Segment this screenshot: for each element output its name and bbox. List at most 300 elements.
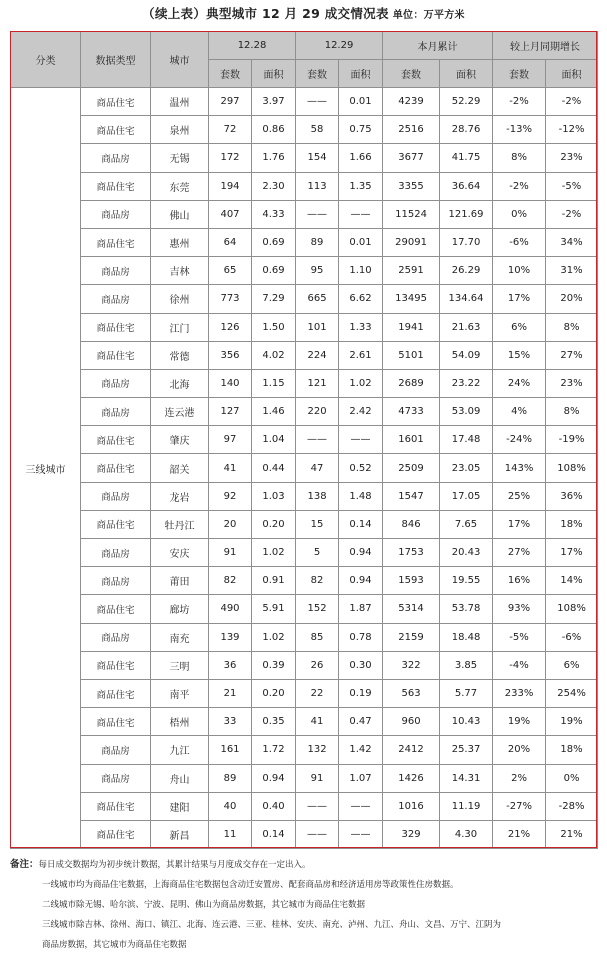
row-city: 舟山	[151, 764, 209, 792]
table-row	[11, 623, 598, 651]
row-city: 龙岩	[151, 482, 209, 510]
sets-1229: 15	[296, 510, 339, 538]
row-data-type: 商品住宅	[81, 228, 151, 256]
row-data-type: 商品住宅	[81, 708, 151, 736]
sets-1228: 356	[209, 341, 252, 369]
growth-area: 6%	[546, 651, 598, 679]
growth-sets: -4%	[493, 651, 546, 679]
area-1228: 7.29	[252, 285, 296, 313]
note-line: 二线城市除无锡、哈尔滨、宁波、昆明、佛山为商品房数据，其它城市为商品住宅数据	[42, 900, 366, 910]
table-row	[11, 228, 598, 256]
growth-sets: -2%	[493, 172, 546, 200]
row-data-type: 商品住宅	[81, 595, 151, 623]
table-row	[11, 510, 598, 538]
sets-1229: 41	[296, 708, 339, 736]
sets-1228: 407	[209, 200, 252, 228]
area-1228: 0.94	[252, 764, 296, 792]
sets-1229: ——	[296, 426, 339, 454]
sets-1228: 21	[209, 679, 252, 707]
growth-area: 18%	[546, 736, 598, 764]
subheader-sets: 套数	[493, 60, 546, 88]
growth-area: 8%	[546, 398, 598, 426]
area-1228: 3.97	[252, 88, 296, 116]
row-city: 南充	[151, 623, 209, 651]
area-month: 41.75	[440, 144, 493, 172]
row-city: 惠州	[151, 228, 209, 256]
table-row	[11, 172, 598, 200]
row-data-type: 商品住宅	[81, 313, 151, 341]
row-data-type: 商品房	[81, 623, 151, 651]
subheader-area: 面积	[252, 60, 296, 88]
growth-sets: 15%	[493, 341, 546, 369]
sets-1229: 138	[296, 482, 339, 510]
sets-month: 1593	[383, 567, 440, 595]
row-city: 北海	[151, 369, 209, 397]
area-1229: 0.01	[339, 88, 383, 116]
growth-sets: 17%	[493, 510, 546, 538]
sets-1229: 152	[296, 595, 339, 623]
sets-month: 1016	[383, 792, 440, 820]
sets-month: 1601	[383, 426, 440, 454]
table-row	[11, 679, 598, 707]
growth-sets: 17%	[493, 285, 546, 313]
sets-month: 1547	[383, 482, 440, 510]
sets-month: 563	[383, 679, 440, 707]
area-1229: 0.19	[339, 679, 383, 707]
area-month: 121.69	[440, 200, 493, 228]
sets-1228: 91	[209, 539, 252, 567]
table-row	[11, 539, 598, 567]
sets-1228: 72	[209, 116, 252, 144]
row-data-type: 商品住宅	[81, 651, 151, 679]
area-1229: 0.94	[339, 539, 383, 567]
table-row	[11, 708, 598, 736]
area-1229: ——	[339, 792, 383, 820]
row-city: 温州	[151, 88, 209, 116]
area-1228: 1.72	[252, 736, 296, 764]
growth-area: -5%	[546, 172, 598, 200]
sets-1229: 5	[296, 539, 339, 567]
growth-area: 108%	[546, 595, 598, 623]
growth-sets: -2%	[493, 88, 546, 116]
sets-1228: 33	[209, 708, 252, 736]
growth-area: 34%	[546, 228, 598, 256]
notes-label: 备注：	[10, 859, 39, 870]
table-row	[11, 567, 598, 595]
area-1229: 0.94	[339, 567, 383, 595]
area-1228: 4.33	[252, 200, 296, 228]
growth-area: -28%	[546, 792, 598, 820]
sets-month: 4239	[383, 88, 440, 116]
table-row	[11, 595, 598, 623]
area-1228: 0.35	[252, 708, 296, 736]
growth-sets: 21%	[493, 820, 546, 848]
subheader-area: 面积	[440, 60, 493, 88]
growth-area: -6%	[546, 623, 598, 651]
area-month: 23.22	[440, 369, 493, 397]
table-row	[11, 257, 598, 285]
table-row	[11, 341, 598, 369]
sets-1228: 161	[209, 736, 252, 764]
area-1228: 0.20	[252, 679, 296, 707]
table-row	[11, 116, 598, 144]
row-city: 南平	[151, 679, 209, 707]
row-city: 肇庆	[151, 426, 209, 454]
growth-sets: 20%	[493, 736, 546, 764]
area-1229: 1.10	[339, 257, 383, 285]
area-1229: 2.42	[339, 398, 383, 426]
sets-month: 2412	[383, 736, 440, 764]
sets-1228: 40	[209, 792, 252, 820]
area-1229: ——	[339, 200, 383, 228]
area-1229: 0.52	[339, 454, 383, 482]
growth-sets: 16%	[493, 567, 546, 595]
sets-month: 2516	[383, 116, 440, 144]
area-1229: 0.78	[339, 623, 383, 651]
row-city: 九江	[151, 736, 209, 764]
growth-sets: 93%	[493, 595, 546, 623]
area-1229: ——	[339, 820, 383, 848]
subheader-area: 面积	[339, 60, 383, 88]
sets-1229: 85	[296, 623, 339, 651]
sets-month: 13495	[383, 285, 440, 313]
area-1229: 2.61	[339, 341, 383, 369]
growth-sets: 27%	[493, 539, 546, 567]
header-group-1228: 12.28	[209, 32, 296, 60]
sets-1228: 194	[209, 172, 252, 200]
growth-area: 254%	[546, 679, 598, 707]
row-city: 牡丹江	[151, 510, 209, 538]
row-city: 徐州	[151, 285, 209, 313]
area-1229: 0.01	[339, 228, 383, 256]
row-data-type: 商品房	[81, 567, 151, 595]
row-data-type: 商品住宅	[81, 679, 151, 707]
sets-month: 1426	[383, 764, 440, 792]
area-1228: 0.86	[252, 116, 296, 144]
sets-month: 3355	[383, 172, 440, 200]
area-month: 19.55	[440, 567, 493, 595]
row-data-type: 商品住宅	[81, 88, 151, 116]
sets-month: 1941	[383, 313, 440, 341]
subheader-sets: 套数	[209, 60, 252, 88]
sets-1228: 11	[209, 820, 252, 848]
sets-1229: 91	[296, 764, 339, 792]
table-row	[11, 764, 598, 792]
row-category: 三线城市	[11, 88, 81, 849]
area-1228: 0.69	[252, 228, 296, 256]
area-1229: 0.14	[339, 510, 383, 538]
sets-1228: 41	[209, 454, 252, 482]
row-data-type: 商品房	[81, 764, 151, 792]
table-body	[11, 88, 598, 849]
sets-month: 846	[383, 510, 440, 538]
area-month: 17.05	[440, 482, 493, 510]
row-data-type: 商品房	[81, 144, 151, 172]
area-1228: 0.91	[252, 567, 296, 595]
area-1228: 0.69	[252, 257, 296, 285]
area-1228: 1.02	[252, 539, 296, 567]
area-month: 3.85	[440, 651, 493, 679]
area-month: 52.29	[440, 88, 493, 116]
area-month: 53.78	[440, 595, 493, 623]
sets-1229: 47	[296, 454, 339, 482]
area-month: 14.31	[440, 764, 493, 792]
area-1229: 1.35	[339, 172, 383, 200]
row-city: 连云港	[151, 398, 209, 426]
sets-1229: 113	[296, 172, 339, 200]
sets-month: 5314	[383, 595, 440, 623]
header-category: 分类	[11, 32, 81, 88]
area-1228: 1.76	[252, 144, 296, 172]
growth-area: 23%	[546, 369, 598, 397]
table-row	[11, 482, 598, 510]
note-line	[10, 855, 600, 875]
sets-1229: 220	[296, 398, 339, 426]
row-data-type: 商品房	[81, 539, 151, 567]
note-text: 每日成交数据均为初步统计数据，其累计结果与月度成交存在一定出入。	[38, 860, 311, 870]
area-1228: 0.40	[252, 792, 296, 820]
growth-sets: 25%	[493, 482, 546, 510]
note-line: 商品房数据，其它城市为商品住宅数据	[42, 940, 187, 950]
sets-1228: 139	[209, 623, 252, 651]
sets-1229: 121	[296, 369, 339, 397]
area-1229: 0.75	[339, 116, 383, 144]
sets-1228: 140	[209, 369, 252, 397]
growth-sets: -6%	[493, 228, 546, 256]
row-data-type: 商品房	[81, 200, 151, 228]
table-row	[11, 820, 598, 848]
row-data-type: 商品住宅	[81, 510, 151, 538]
growth-area: 36%	[546, 482, 598, 510]
row-city: 廊坊	[151, 595, 209, 623]
growth-sets: -27%	[493, 792, 546, 820]
table-row	[11, 454, 598, 482]
header-city: 城市	[151, 32, 209, 88]
area-1228: 1.03	[252, 482, 296, 510]
note-line: 三线城市除吉林、徐州、海口、镇江、北海、连云港、三亚、桂林、安庆、南充、泸州、九江、舟山、文昌、万宁、江阴为	[42, 920, 502, 930]
row-data-type: 商品住宅	[81, 341, 151, 369]
sets-1228: 82	[209, 567, 252, 595]
growth-sets: 143%	[493, 454, 546, 482]
area-1228: 4.02	[252, 341, 296, 369]
area-1229: 6.62	[339, 285, 383, 313]
sets-1228: 172	[209, 144, 252, 172]
area-month: 26.29	[440, 257, 493, 285]
note-line: 一线城市均为商品住宅数据，上海商品住宅数据包含动迁安置房、配套商品房和经济适用房等政策性住房数据。	[42, 880, 459, 890]
growth-sets: 8%	[493, 144, 546, 172]
area-1229: 0.47	[339, 708, 383, 736]
area-1228: 1.50	[252, 313, 296, 341]
growth-sets: 233%	[493, 679, 546, 707]
growth-area: 14%	[546, 567, 598, 595]
area-1228: 2.30	[252, 172, 296, 200]
growth-area: -19%	[546, 426, 598, 454]
growth-area: 17%	[546, 539, 598, 567]
area-month: 20.43	[440, 539, 493, 567]
row-data-type: 商品房	[81, 398, 151, 426]
title-text: （续上表）典型城市 12 月 29 成交情况表	[142, 6, 389, 21]
area-month: 7.65	[440, 510, 493, 538]
growth-sets: 0%	[493, 200, 546, 228]
row-data-type: 商品房	[81, 482, 151, 510]
sets-month: 960	[383, 708, 440, 736]
growth-sets: 19%	[493, 708, 546, 736]
growth-sets: 10%	[493, 257, 546, 285]
row-data-type: 商品房	[81, 285, 151, 313]
row-city: 安庆	[151, 539, 209, 567]
sets-1229: ——	[296, 820, 339, 848]
sets-month: 2509	[383, 454, 440, 482]
sets-1228: 89	[209, 764, 252, 792]
sets-1229: 26	[296, 651, 339, 679]
sets-1229: 95	[296, 257, 339, 285]
sets-1229: 665	[296, 285, 339, 313]
area-month: 17.48	[440, 426, 493, 454]
notes-section	[10, 855, 600, 955]
sets-1228: 20	[209, 510, 252, 538]
area-month: 54.09	[440, 341, 493, 369]
row-data-type: 商品住宅	[81, 454, 151, 482]
sets-1228: 97	[209, 426, 252, 454]
area-month: 11.19	[440, 792, 493, 820]
sets-1229: 22	[296, 679, 339, 707]
sets-1228: 126	[209, 313, 252, 341]
transactions-table	[10, 31, 598, 849]
header-group-mom-growth: 较上月同期增长	[493, 32, 598, 60]
row-city: 无锡	[151, 144, 209, 172]
sets-1228: 65	[209, 257, 252, 285]
unit-label: 单位：万平方米	[392, 10, 465, 21]
sets-month: 11524	[383, 200, 440, 228]
sets-1229: ——	[296, 792, 339, 820]
area-1228: 1.02	[252, 623, 296, 651]
table-row	[11, 144, 598, 172]
row-city: 泉州	[151, 116, 209, 144]
sets-1229: 132	[296, 736, 339, 764]
growth-area: 31%	[546, 257, 598, 285]
header-data-type: 数据类型	[81, 32, 151, 88]
row-city: 江门	[151, 313, 209, 341]
sets-month: 2689	[383, 369, 440, 397]
row-city: 东莞	[151, 172, 209, 200]
growth-area: 21%	[546, 820, 598, 848]
sets-month: 1753	[383, 539, 440, 567]
growth-sets: 6%	[493, 313, 546, 341]
sets-month: 329	[383, 820, 440, 848]
area-1228: 1.15	[252, 369, 296, 397]
header-group-1229: 12.29	[296, 32, 383, 60]
growth-sets: -13%	[493, 116, 546, 144]
area-month: 53.09	[440, 398, 493, 426]
sets-1229: 101	[296, 313, 339, 341]
area-month: 10.43	[440, 708, 493, 736]
area-1228: 0.20	[252, 510, 296, 538]
growth-area: -12%	[546, 116, 598, 144]
sets-1228: 127	[209, 398, 252, 426]
report-title	[0, 4, 607, 22]
row-city: 三明	[151, 651, 209, 679]
area-month: 36.64	[440, 172, 493, 200]
area-1228: 0.14	[252, 820, 296, 848]
growth-sets: -24%	[493, 426, 546, 454]
area-month: 4.30	[440, 820, 493, 848]
row-data-type: 商品房	[81, 257, 151, 285]
sets-month: 2591	[383, 257, 440, 285]
table-row	[11, 398, 598, 426]
sets-1229: 89	[296, 228, 339, 256]
area-month: 134.64	[440, 285, 493, 313]
row-data-type: 商品房	[81, 369, 151, 397]
growth-area: 0%	[546, 764, 598, 792]
area-1229: 1.48	[339, 482, 383, 510]
growth-sets: 2%	[493, 764, 546, 792]
sets-month: 5101	[383, 341, 440, 369]
sets-month: 3677	[383, 144, 440, 172]
area-1229: 0.30	[339, 651, 383, 679]
row-city: 梧州	[151, 708, 209, 736]
row-city: 建阳	[151, 792, 209, 820]
sets-1229: ——	[296, 88, 339, 116]
row-city: 吉林	[151, 257, 209, 285]
sets-month: 322	[383, 651, 440, 679]
table-row	[11, 313, 598, 341]
sets-month: 4733	[383, 398, 440, 426]
growth-area: 108%	[546, 454, 598, 482]
sets-1229: 154	[296, 144, 339, 172]
growth-area: 27%	[546, 341, 598, 369]
area-month: 18.48	[440, 623, 493, 651]
sets-1228: 36	[209, 651, 252, 679]
row-city: 常德	[151, 341, 209, 369]
area-1228: 1.04	[252, 426, 296, 454]
row-data-type: 商品住宅	[81, 116, 151, 144]
table-row	[11, 651, 598, 679]
area-1229: ——	[339, 426, 383, 454]
growth-area: 19%	[546, 708, 598, 736]
row-city: 莆田	[151, 567, 209, 595]
growth-sets: -5%	[493, 623, 546, 651]
sets-1229: 224	[296, 341, 339, 369]
area-1228: 0.44	[252, 454, 296, 482]
row-data-type: 商品住宅	[81, 172, 151, 200]
area-month: 25.37	[440, 736, 493, 764]
row-city: 新昌	[151, 820, 209, 848]
table-row	[11, 736, 598, 764]
subheader-area: 面积	[546, 60, 598, 88]
growth-area: 8%	[546, 313, 598, 341]
area-month: 17.70	[440, 228, 493, 256]
table-row	[11, 792, 598, 820]
area-1228: 5.91	[252, 595, 296, 623]
header-group-month-total: 本月累计	[383, 32, 493, 60]
growth-area: 23%	[546, 144, 598, 172]
row-data-type: 商品住宅	[81, 426, 151, 454]
sets-1228: 64	[209, 228, 252, 256]
area-1228: 0.39	[252, 651, 296, 679]
table-row	[11, 200, 598, 228]
growth-area: 20%	[546, 285, 598, 313]
row-data-type: 商品住宅	[81, 792, 151, 820]
area-month: 21.63	[440, 313, 493, 341]
sets-month: 29091	[383, 228, 440, 256]
area-month: 28.76	[440, 116, 493, 144]
subheader-sets: 套数	[296, 60, 339, 88]
growth-sets: 24%	[493, 369, 546, 397]
sets-1228: 297	[209, 88, 252, 116]
table-row	[11, 369, 598, 397]
sets-1229: ——	[296, 200, 339, 228]
area-1228: 1.46	[252, 398, 296, 426]
